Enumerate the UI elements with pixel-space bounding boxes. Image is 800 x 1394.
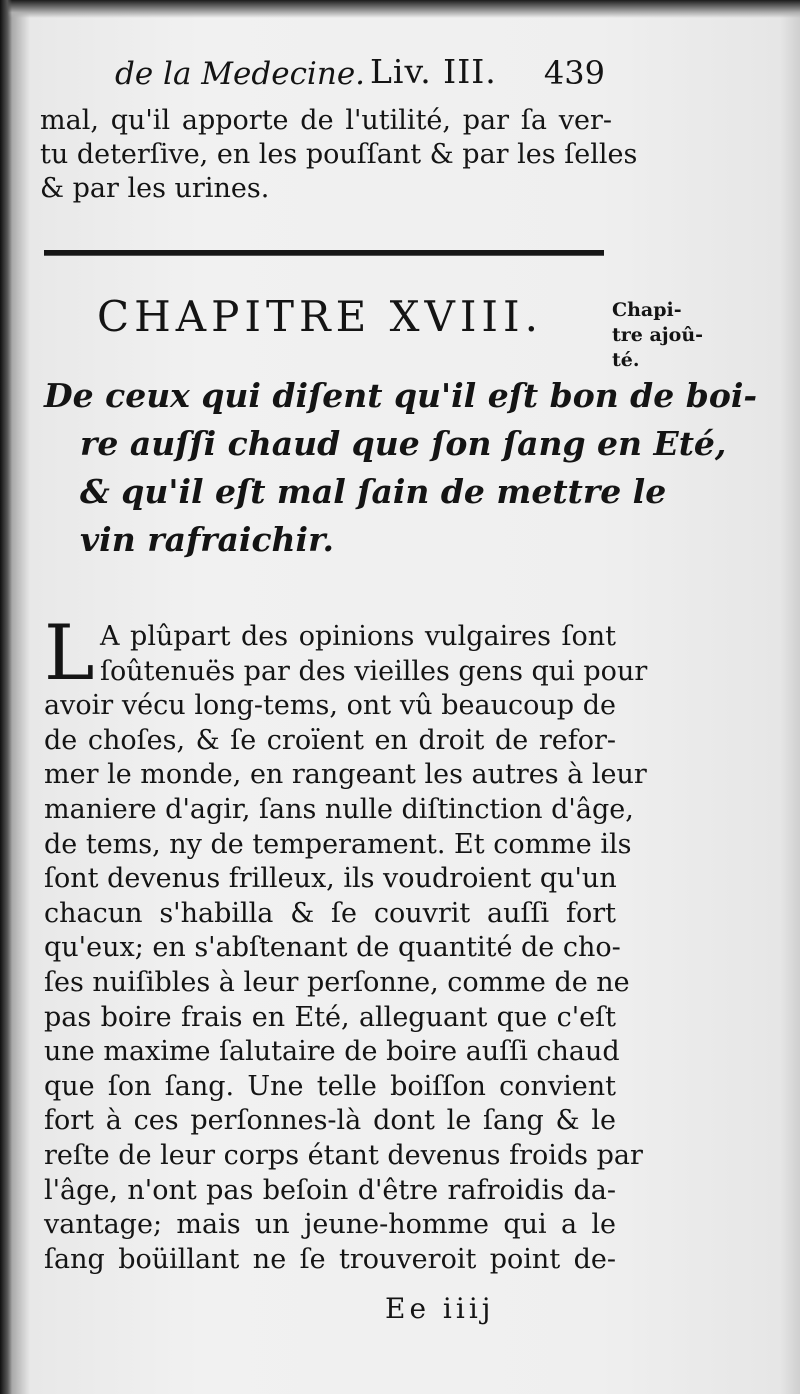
body-line: une maxime ſalutaire de boire auſſi chaud (44, 1036, 620, 1068)
body-line: qu'eux; en s'abſtenant de quantité de cho- (44, 932, 621, 964)
chapter-title: CHAPITRE XVIII. (97, 292, 543, 341)
body-line: pas boire frais en Eté, alleguant que c'eſt (44, 1001, 616, 1033)
body-line: de tems, ny de temperament. Et comme ils (44, 828, 632, 860)
body-line: avoir vécu long-tems, ont vû beaucoup de (44, 690, 616, 722)
text-line: mal, qu'il apporte de l'utilité, par ſa ver- (40, 105, 612, 136)
margin-note-line: tre ajoû- (612, 324, 704, 346)
signature-mark: Ee iiij (385, 1292, 495, 1325)
subtitle-line: vin rafraichir. (80, 520, 334, 559)
body-line: fort à ces perſonnes-là dont le ſang & le (44, 1105, 616, 1137)
page-number: 439 (543, 54, 605, 92)
text-line: tu deterſive, en les pouſſant & par les ſelles (40, 139, 638, 170)
subtitle-line: & qu'il eſt mal ſain de mettre le (80, 472, 667, 511)
margin-note-line: té. (612, 349, 640, 371)
chapter-heading (90, 292, 550, 352)
scan-top-edge (0, 0, 800, 18)
margin-note (612, 298, 712, 373)
body-line: ſont devenus frilleux, ils voudroient qu'un (44, 863, 617, 895)
subtitle-line: De ceux qui diſent qu'il eſt bon de boi- (44, 376, 758, 415)
body-line: ſang boüillant ne ſe trouveroit point de- (44, 1243, 616, 1275)
running-head-title: de la Medecine. (115, 56, 366, 92)
body-line: ſes nuiſibles à leur perſonne, comme de ne (44, 966, 630, 998)
body-line: vantage; mais un jeune-homme qui a le (44, 1209, 616, 1241)
chapter-body (44, 608, 648, 1277)
subtitle-line: re auſſi chaud que ſon ſang en Eté, (80, 424, 727, 463)
text-line: & par les urines. (40, 173, 270, 204)
section-rule (44, 250, 604, 255)
running-head-book: Liv. III. (370, 52, 497, 91)
margin-note-line: Chapi- (612, 299, 682, 321)
body-line: chacun s'habilla & ſe couvrit auſſi fort (44, 897, 616, 929)
body-line: ſoûtenuës par des vieilles gens qui pour (100, 655, 648, 687)
chapter-subtitle (44, 372, 758, 564)
body-line: l'âge, n'ont pas beſoin d'être rafroidis da- (44, 1174, 616, 1206)
body-line: maniere d'agir, ſans nulle diſtinction d'âge, (44, 793, 634, 825)
scan-binding-edge (0, 0, 12, 1394)
body-line: de choſes, & ſe croïent en droit de refor- (44, 724, 616, 756)
running-head (115, 52, 605, 98)
drop-cap: L (44, 608, 95, 697)
body-line: mer le monde, en rangeant les autres à leur (44, 759, 647, 791)
body-line: reſte de leur corps étant devenus froids par (44, 1139, 643, 1171)
carryover-text (40, 104, 638, 206)
body-line: A plûpart des opinions vulgaires ſont (100, 621, 616, 652)
body-line: que ſon ſang. Une telle boiſſon convient (44, 1070, 616, 1102)
